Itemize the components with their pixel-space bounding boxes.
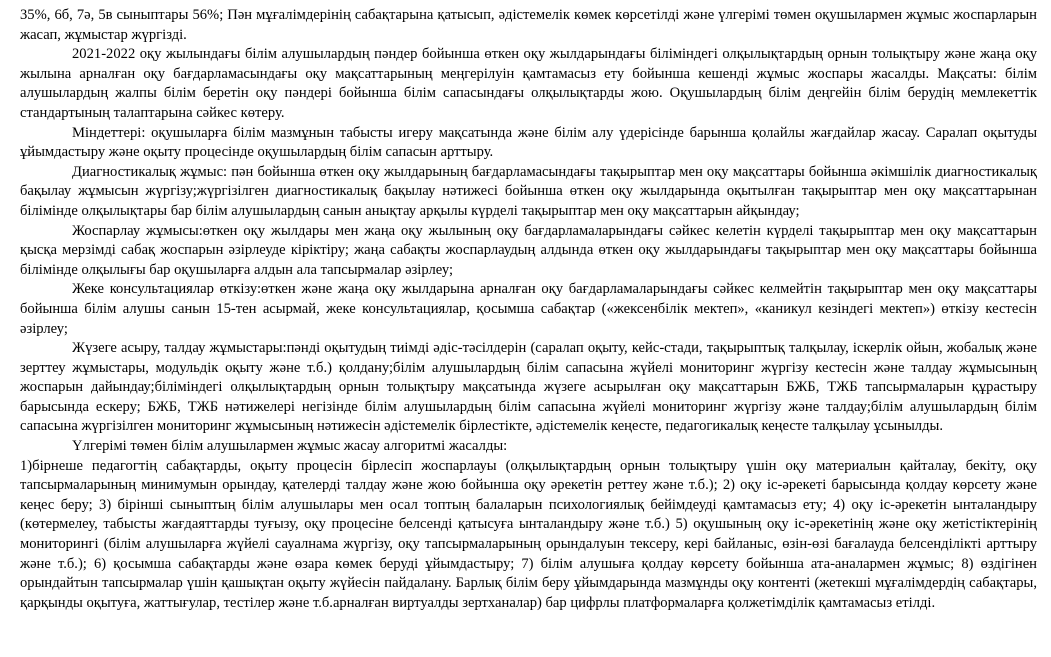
paragraph-algorithm-heading: Үлгерімі төмен білім алушылармен жұмыс жасау алгоритмі жасалды:: [72, 438, 508, 455]
paragraph-algorithm-steps: 1)бірнеше педагогтің сабақтарды, оқыту процесін бірлесіп жоспарлауы (олқылықтардың орнын толықтыру үшін оқу материалын қайталау, бекіту, оқу тапсырмаларының минимумын орындау, қателерді талдау және жою бойынша оқу әрекетін реттеу және т.б.); 2) оқу іс-әрекеті барысында қолдау көрсету және кеңес беру; 3) бірінші сыныптың білім алушылары мен осал топтың балаларын психологиялық бейімдеуді қамтамасыз ету; 4) оқу іс-әрекетін ынталандыру (көтермелеу, табысты жағдаяттарды туғызу, оқу процесіне белсенді қатысуға ынталандыру және т.б.) 5) оқушының оқу іс-әрекетінің және оқу жетістіктерінің мониторингі (білім алушыларға жүйелі сауалнама жүргізу, оқу тапсырмаларының орындалуын тексеру, кері байланыс, өзін-өзі бағалауда белсенділікті арттыру және т.б.); 6) қосымша сабақтарды және өзара көмек беруді ұйымдастыру; 7) білім алушыға қолдау көрсету бойынша ата-аналармен жұмыс; 8) өздігінен орындайтын тапсырмалар үшін қашықтан оқыту жүйесін пайдалану. Барлық білім беру ұйымдарында мазмұнды оқу контенті (жетекші мұғалімдердің сабақтары, қарқынды оқытуға, жаттығулар, тестілер және т.б.арналған виртуалды зертханалар) бар цифрлы платформаларға қолжетімділік қамтамасыз етілді.: [20, 457, 1037, 611]
paragraph-implementation: Жүзеге асыру, талдау жұмыстары:пәнді оқытудың тиімді әдіс-тәсілдерін (саралап оқыту, кейс-стади, тақырыптық талқылау, іскерлік ойын, жобалық және зерттеу жұмыстары, модульдік оқыту және т.б.) қолдану;білім алушылардың білім сапасына жүйелі мониторинг жүргізу кестесін және талдау жұмысының жоспарын дайындау;біліміндегі олқылықтардың орнын толықтыру мақсатында жүзеге асырылған оқу мақсаттарын БЖБ, ТЖБ тапсырмаларын құрастыру барысында ескеру; БЖБ, ТЖБ нәтижелері негізінде білім алушылардың білім сапасына жүйелі мониторинг жүргізу және талдау;білім алушылардың білім сапасына жүргізілген мониторинг жұмысының нәтижесін әдістемелік бірлестікте, әдістемелік кеңесте, педагогикалық кеңесте талқылау ұсынылды.: [20, 340, 1037, 435]
paragraph-intro: 35%, 6б, 7ә, 5в сыныптары 56%; Пән мұғалімдерінің сабақтарына қатысып, әдістемелік көмек көрсетілді және үлгерімі төмен оқушылармен жұмыс жоспарларын жасап, жұмыстар жүргізді.: [20, 7, 1037, 43]
paragraph-consultations: Жеке консультациялар өткізу:өткен және жаңа оқу жылдарына арналған оқу бағдарламаларындағы сәйкес келмейтін тақырыптар мен оқу мақсаттары бойынша білім алушы санын 15-тен асырмай, жеке консультациялар, қосымша сабақтар («жексенбілік мектеп», «каникул кезіндегі мектеп») өткізу кестесін әзірлеу;: [20, 281, 1037, 337]
paragraph-complex-plan: 2021-2022 оқу жылындағы білім алушылардың пәндер бойынша өткен оқу жылдарындағы біліміндегі олқылықтардың орнын толықтыру және жаңа оқу жылына арналған оқу бағдарламасындағы оқу мақсаттарының меңгерілуін қамтамасыз ету бойынша кешенді жұмыс жоспары жасалды. Мақсаты: білім алушылардың жалпы білім беретін оқу пәндері бойынша білім сапасындағы олқылықтарды жою. Оқушылардың білім деңгейін білім берудің мемлекеттік стандартының талаптарына сәйкес көтеру.: [20, 46, 1037, 121]
paragraph-diagnostic-work: Диагностикалық жұмыс: пән бойынша өткен оқу жылдарының бағдарламасындағы тақырыптар мен оқу мақсаттары бойынша әкімшілік диагностикалық бақылау жұмысын жүргізу;жүргізілген диагностикалық бақылау нәтижесі бойынша өткен оқу жылдарында оқытылған тақырыптар мен оқу мақсаттарынан білімінде олқылықтары бар білім алушылардың санын анықтау арқылы күрделі тақырыптар мен оқу мақсаттарын айқындау;: [20, 163, 1037, 219]
paragraph-objectives: Міндеттері: оқушыларға білім мазмұнын табысты игеру мақсатында және білім алу үдерісінде барынша қолайлы жағдайлар жасау. Саралап оқытуды ұйымдастыру және оқыту процесінде оқушылардың білім сапасын арттыру.: [20, 124, 1037, 161]
paragraph-planning-work: Жоспарлау жұмысы:өткен оқу жылдары мен жаңа оқу жылының оқу бағдарламаларындағы сәйкес келетін күрделі тақырыптар мен оқу мақсаттарын қысқа мерзімді сабақ жоспарын әзірлеуде кіріктіру; жаңа сабақты жоспарлаудың алдында өткен оқу жылдарындағы тақырыптар мен оқу мақсаттары бойынша білімінде олқылығы бар оқушыларға алдын ала тапсырмалар әзірлеу;: [20, 222, 1037, 278]
